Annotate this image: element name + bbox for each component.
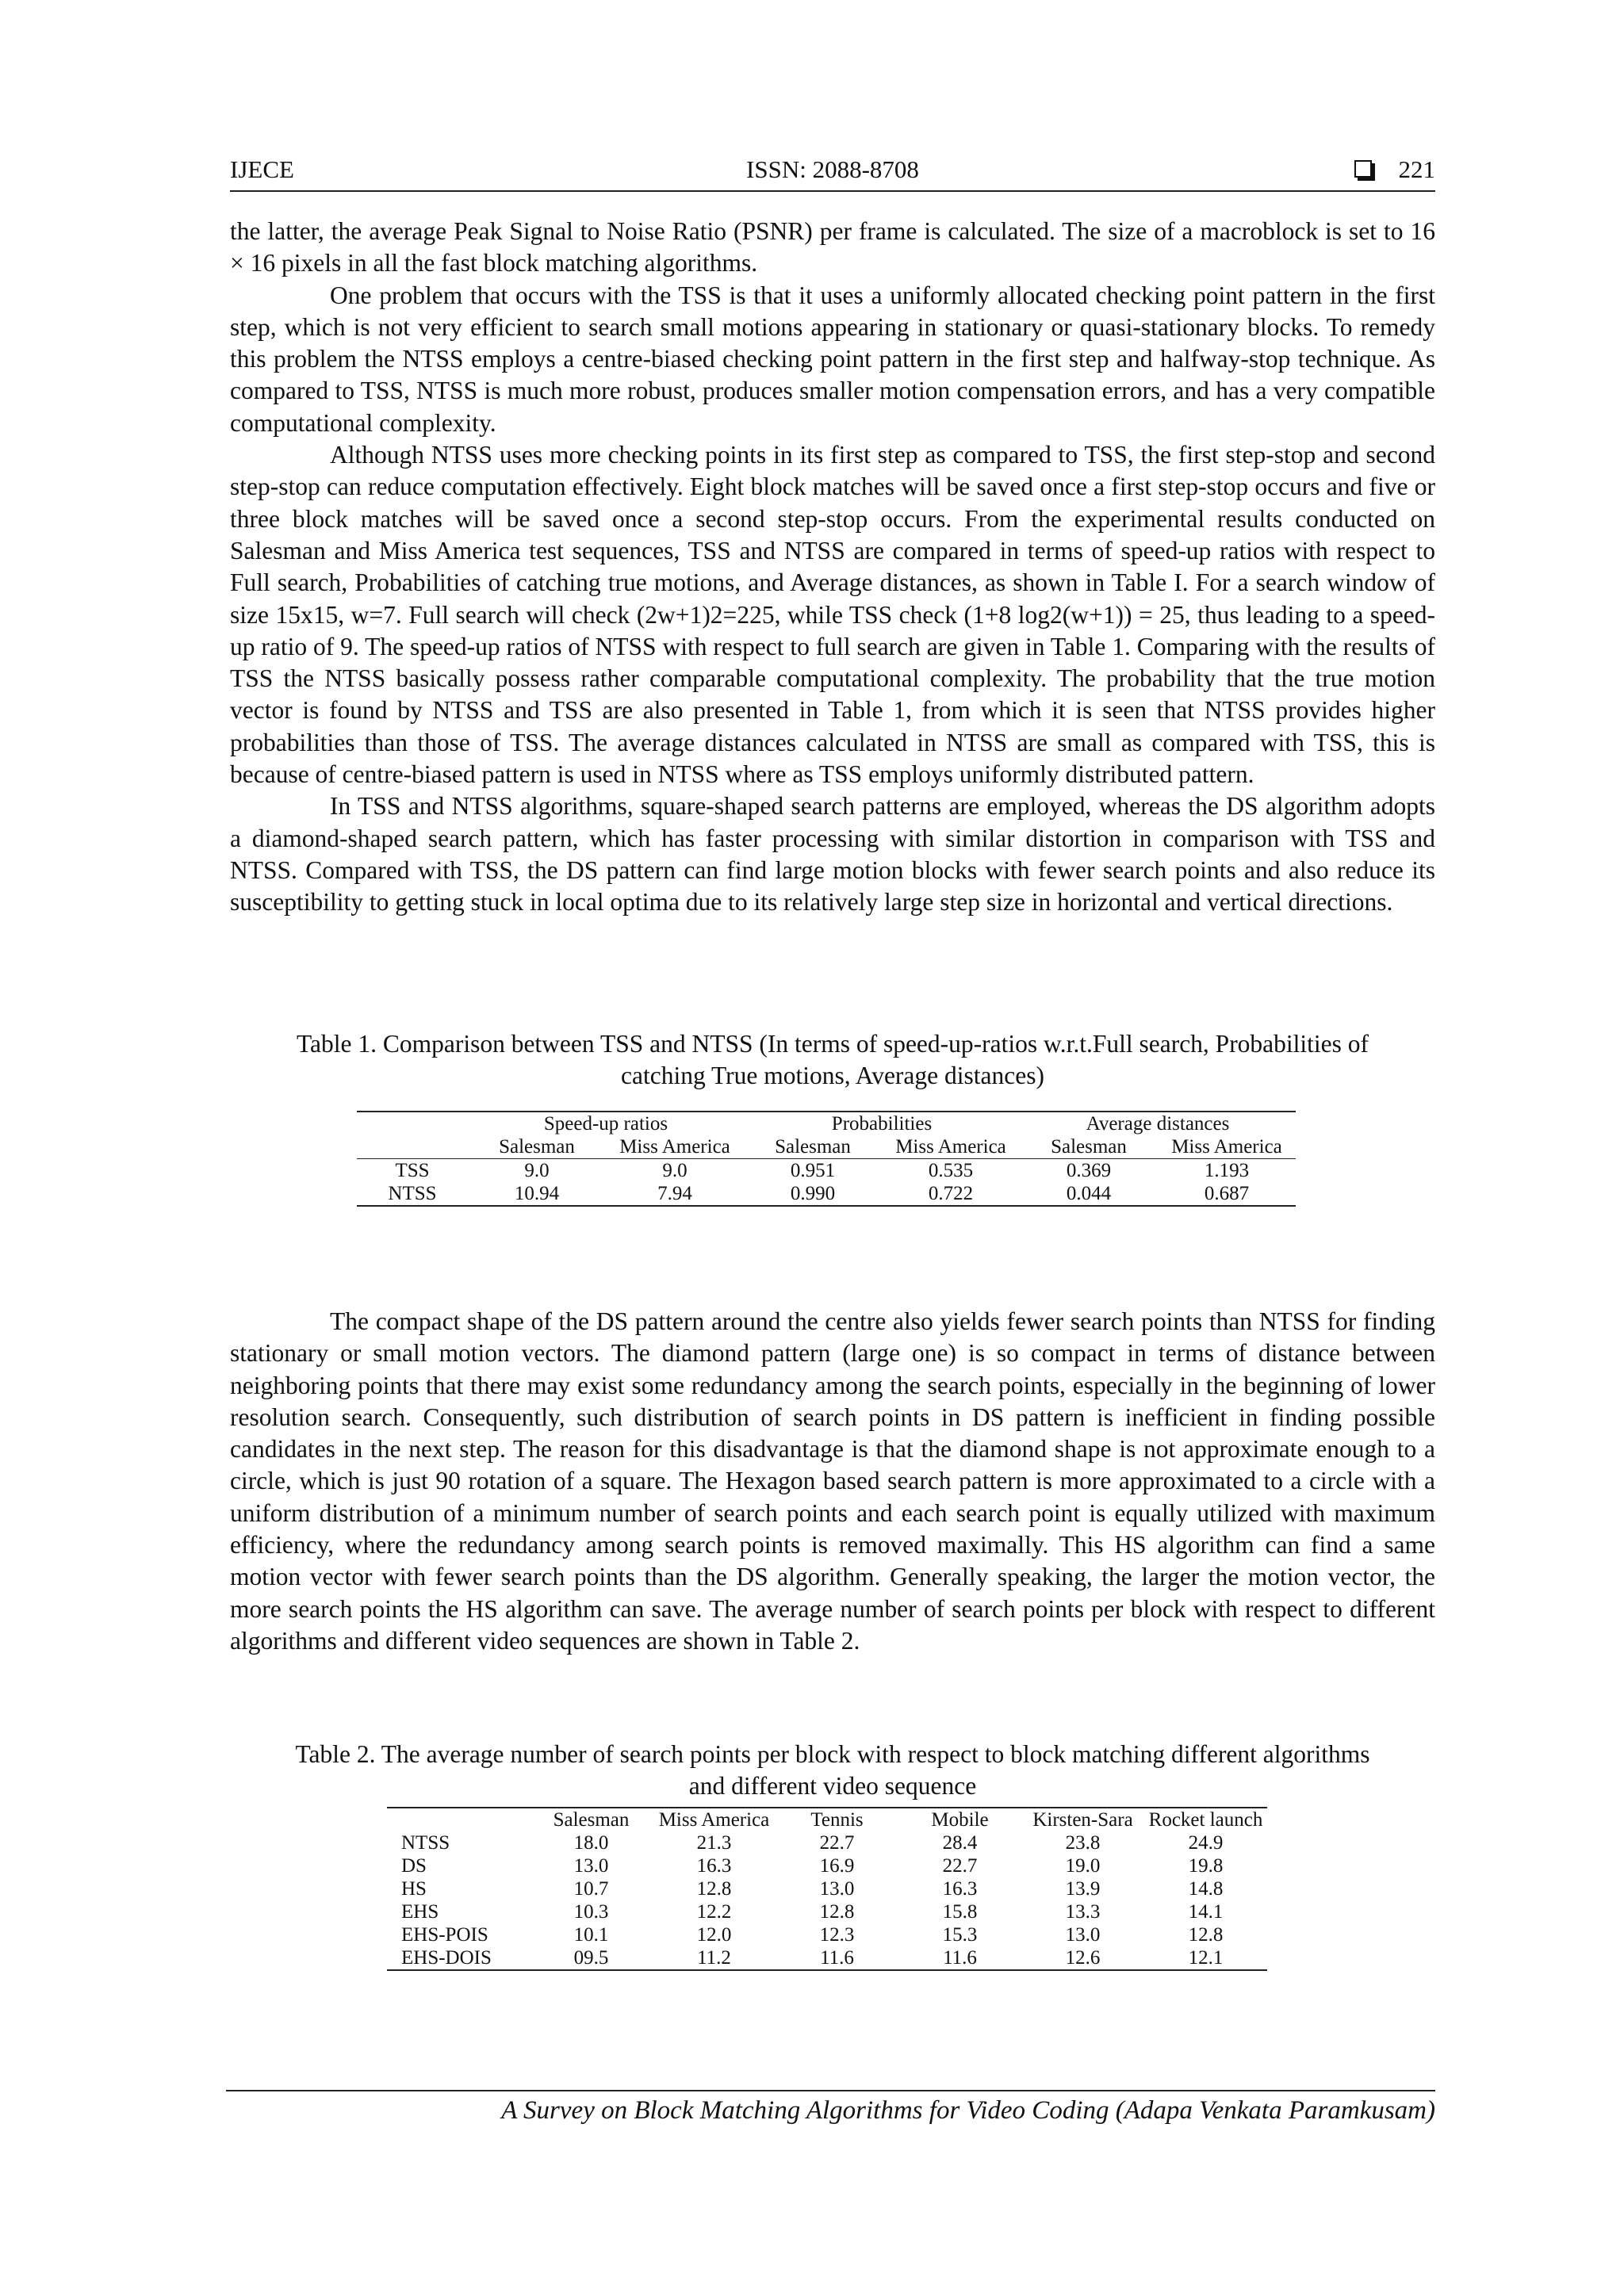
table2-cell: 22.7: [942, 1855, 978, 1877]
journal-name: IJECE: [230, 155, 294, 183]
table2-cell: 23.8: [1065, 1832, 1101, 1854]
table2-cell: 22.7: [819, 1832, 855, 1854]
paragraph: the latter, the average Peak Signal to Noise Ratio (PSNR) per frame is calculated. The size of a macroblock is set to 16 × 16 pixels in all the fast block matching algorithms.: [230, 217, 1435, 277]
table2-cell: 12.0: [696, 1924, 732, 1946]
table1-cell: 9.0: [662, 1160, 688, 1181]
table2-cell: 19.0: [1065, 1855, 1101, 1877]
table1-subheader: Miss America: [1158, 1135, 1296, 1159]
table2-row: [387, 1900, 1267, 1923]
table2-cell: 13.9: [1065, 1878, 1101, 1900]
table1-row-label: TSS: [395, 1160, 430, 1181]
table2-cell: 28.4: [942, 1832, 978, 1854]
table2-row-label: HS: [401, 1878, 427, 1900]
table2-caption-line: and different video sequence: [688, 1772, 977, 1800]
table1-caption: [230, 1028, 1435, 1092]
table1-group-header-row: [357, 1112, 1296, 1135]
table2-cell: 12.1: [1144, 1946, 1267, 1970]
table2-row-label: NTSS: [401, 1832, 450, 1854]
table2-header: Miss America: [653, 1808, 776, 1831]
table1-cell: 0.687: [1158, 1182, 1296, 1206]
table2-header-row: [387, 1808, 1267, 1831]
table2-row-label: DS: [401, 1855, 427, 1877]
table2-cell: 18.0: [573, 1832, 609, 1854]
table1-corner-cell: [357, 1135, 468, 1159]
table1-group-header: Speed-up ratios: [468, 1112, 744, 1135]
table2-row: [387, 1854, 1267, 1877]
table1-cell: 10.94: [468, 1182, 606, 1206]
table2-cell: 10.1: [573, 1924, 609, 1946]
page-footer: A Survey on Block Matching Algorithms for Video Coding (Adapa Venkata Paramkusam): [501, 2096, 1435, 2125]
table2-cell: 14.1: [1188, 1901, 1224, 1923]
table1-subheader: Miss America: [606, 1135, 744, 1159]
paragraph: The compact shape of the DS pattern around the centre also yields fewer search points than NTSS for finding stationary or small motion vectors. The diamond pattern (large one) is so compact in terms of distance between neighboring points that there may exist some redundancy among the search points, especially in the beginning of lower resolution search. Consequently, such distribution of search points in DS pattern is inefficient in finding possible candidates in the next step. The reason for this disadvantage is that the diamond shape is not approximate enough to a circle, which is just 90 rotation of a square. The Hexagon based search pattern is more approximated to a circle with a uniform distribution of a minimum number of search points and each search point is equally utilized with maximum efficiency, where the redundancy among search points is removed maximally. This HS algorithm can find a same motion vector with fewer search points than the DS algorithm. Generally speaking, the larger the motion vector, the more search points the HS algorithm can save. The average number of search points per block with respect to different algorithms and different video sequences are shown in Table 2.: [230, 1307, 1435, 1655]
table2-header: Kirsten-Sara: [1021, 1808, 1144, 1831]
table2-header: Salesman: [530, 1808, 653, 1831]
table1-row: [357, 1182, 1296, 1206]
table2-row: [387, 1877, 1267, 1900]
paragraph: Although NTSS uses more checking points in its first step as compared to TSS, the first step-stop and second step-stop can reduce computation effectively. Eight block matches will be saved once a first step-stop occurs and five or three block matches will be saved once a second step-stop occurs. From the experimental results conducted on Salesman and Miss America test sequences, TSS and NTSS are compared in terms of speed-up ratios with respect to Full search, Probabilities of catching true motions, and Average distances, as shown in Table I. For a search window of size 15x15, w=7. Full search will check (2w+1)2=225, while TSS check (1+8 log2(w+1)) = 25, thus leading to a speed-up ratio of 9. The speed-up ratios of NTSS with respect to full search are given in Table 1. Comparing with the results of TSS the NTSS basically possess rather comparable computational complexity. The probability that the true motion vector is found by NTSS and TSS are also presented in Table 1, from which it is seen that NTSS provides higher probabilities than those of TSS. The average distances calculated in NTSS are small as compared with TSS, this is because of centre-biased pattern is used in NTSS where as TSS employs uniformly distributed pattern.: [230, 441, 1435, 789]
table2-cell: 10.7: [573, 1878, 609, 1900]
table1-group-header: Probabilities: [744, 1112, 1020, 1135]
table2-cell: 11.6: [898, 1946, 1021, 1970]
table2-cell: 10.3: [573, 1901, 609, 1923]
table2-cell: 16.3: [696, 1855, 732, 1877]
table2-cell: 11.6: [776, 1946, 898, 1970]
square-box-icon: [1354, 160, 1372, 178]
paragraph: In TSS and NTSS algorithms, square-shaped search patterns are employed, whereas the DS algorithm adopts a diamond-shaped search pattern, which has faster processing with similar distortion in comparison with TSS and NTSS. Compared with TSS, the DS pattern can find large motion blocks with fewer search points and also reduce its susceptibility to getting stuck in local optima due to its relatively large step size in horizontal and vertical directions.: [230, 792, 1435, 916]
page-number: 221: [1398, 155, 1435, 183]
table2-cell: 15.3: [942, 1924, 978, 1946]
table2-cell: 12.8: [1188, 1924, 1224, 1946]
footer-divider: [226, 2090, 1435, 2091]
table1-cell: 7.94: [606, 1182, 744, 1206]
table2-cell: 13.3: [1065, 1901, 1101, 1923]
table2-caption: [230, 1739, 1435, 1802]
table2: [387, 1807, 1267, 1971]
table2-cell: 12.8: [696, 1878, 732, 1900]
table1-cell: 0.369: [1066, 1160, 1112, 1181]
body-text-top: [230, 216, 1435, 919]
issn: ISSN: 2088-8708: [746, 155, 919, 183]
table1-corner-cell: [357, 1112, 468, 1135]
table2-row: [387, 1831, 1267, 1854]
table1-subheader-row: [357, 1135, 1296, 1159]
table1-subheader: Miss America: [882, 1135, 1020, 1159]
table1-row: [357, 1159, 1296, 1183]
page-header: [230, 151, 1435, 192]
table2-cell: 11.2: [653, 1946, 776, 1970]
table2-cell: 15.8: [942, 1901, 978, 1923]
table1-subheader: Salesman: [744, 1135, 882, 1159]
table1-cell: 0.535: [928, 1160, 974, 1181]
table2-header: Tennis: [776, 1808, 898, 1831]
table2-cell: 13.0: [1065, 1924, 1101, 1946]
table1-caption-line: catching True motions, Average distances): [621, 1062, 1044, 1089]
table1-cell: 0.990: [744, 1182, 882, 1206]
table1-cell: 9.0: [524, 1160, 550, 1181]
table2-cell: 12.2: [696, 1901, 732, 1923]
table2-cell: 21.3: [696, 1832, 732, 1854]
table2-header: Rocket launch: [1144, 1808, 1267, 1831]
table2-cell: 19.8: [1188, 1855, 1224, 1877]
table2-row: [387, 1946, 1267, 1970]
table2-cell: 12.3: [819, 1924, 855, 1946]
table2-cell: 16.3: [942, 1878, 978, 1900]
table2-row-label: EHS: [401, 1901, 439, 1923]
table2-caption-line: Table 2. The average number of search points per block with respect to block matching different algorithms: [295, 1740, 1370, 1768]
table2-header: Mobile: [898, 1808, 1021, 1831]
table2-cell: 13.0: [573, 1855, 609, 1877]
table2-row-label: EHS-DOIS: [387, 1946, 530, 1970]
table1-cell: 0.722: [882, 1182, 1020, 1206]
table1-row-label: NTSS: [357, 1182, 468, 1206]
table1: [357, 1111, 1296, 1207]
table2-cell: 13.0: [819, 1878, 855, 1900]
table1-cell: 0.044: [1020, 1182, 1158, 1206]
table2-cell: 12.8: [819, 1901, 855, 1923]
table2-cell: 09.5: [530, 1946, 653, 1970]
table1-caption-line: Table 1. Comparison between TSS and NTSS (In terms of speed-up-ratios w.r.t.Full search, Probabilities of: [296, 1030, 1369, 1058]
table2-row-label: EHS-POIS: [401, 1924, 488, 1946]
table1-subheader: Salesman: [468, 1135, 606, 1159]
table1-subheader: Salesman: [1020, 1135, 1158, 1159]
table2-corner-cell: [387, 1808, 530, 1831]
table1-cell: 0.951: [790, 1160, 836, 1181]
table2-cell: 14.8: [1188, 1878, 1224, 1900]
table2-cell: 12.6: [1021, 1946, 1144, 1970]
table1-group-header: Average distances: [1020, 1112, 1296, 1135]
body-text-middle: [230, 1306, 1435, 1657]
paragraph: One problem that occurs with the TSS is that it uses a uniformly allocated checking point pattern in the first step, which is not very efficient to search small motions appearing in stationary or quasi-stationary blocks. To remedy this problem the NTSS employs a centre-biased checking point pattern in the first step and halfway-stop technique. As compared to TSS, NTSS is much more robust, produces smaller motion compensation errors, and has a very compatible computational complexity.: [230, 281, 1435, 437]
table2-cell: 24.9: [1188, 1832, 1224, 1854]
table2-cell: 16.9: [819, 1855, 855, 1877]
table2-row: [387, 1923, 1267, 1946]
table1-cell: 1.193: [1204, 1160, 1250, 1181]
